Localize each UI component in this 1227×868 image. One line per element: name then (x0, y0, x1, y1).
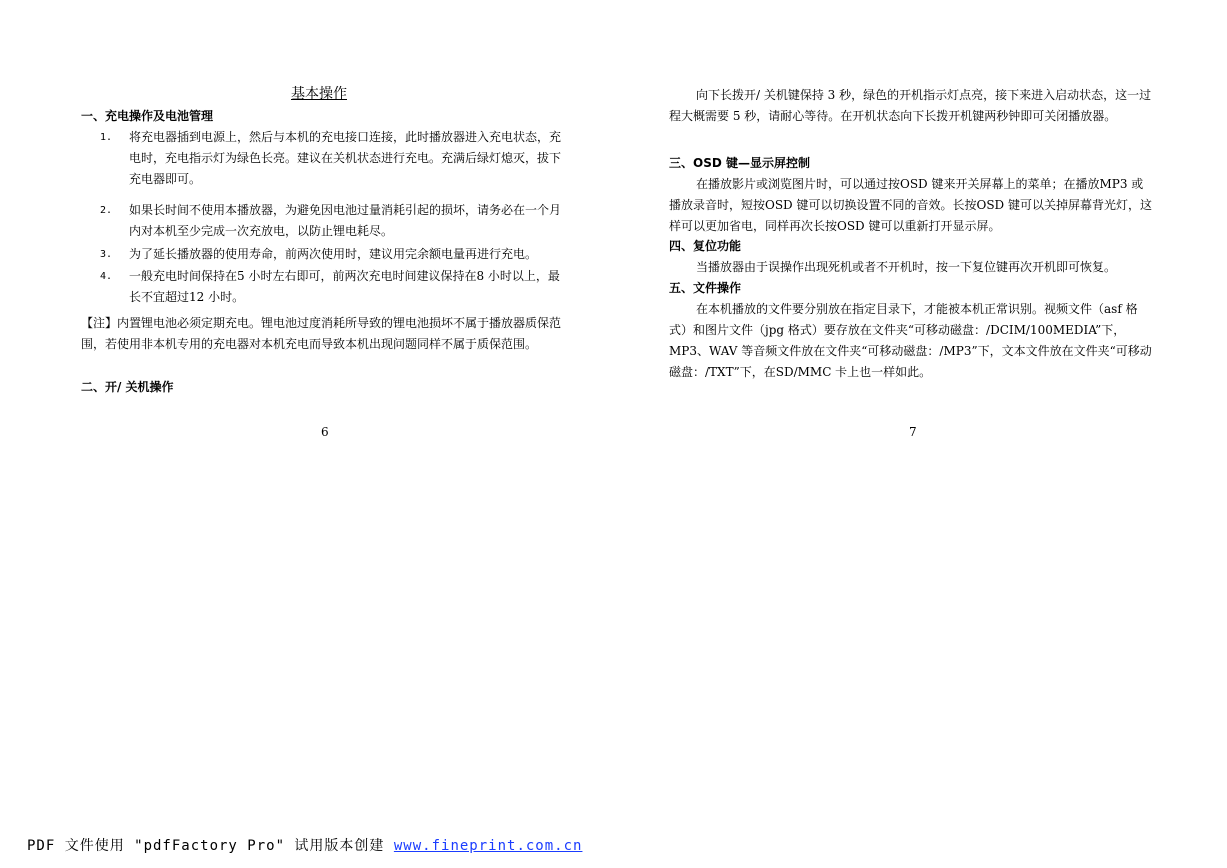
paragraph-power: 向下长拨开/ 关机键保持 3 秒，绿色的开机指示灯点亮，接下来进入启动状态，这一过程大概需要 5 秒，请耐心等待。在开机状态向下长拨开机键两秒钟即可关闭播放器。 (669, 88, 1152, 123)
page-number: 6 (321, 425, 329, 439)
paragraph-files: 在本机播放的文件要分别放在指定目录下，才能被本机正常识别。视频文件（asf 格式）和图片文件（jpg 格式）要存放在文件夹“可移动磁盘：/DCIM/100MEDIA”下，MP3、WAV 等音频文件放在文件夹“可移动磁盘：/MP3”下，文本文件放在文件夹“可移动磁盘：/TXT”下，在SD/MMC 卡上也一样如此。 (669, 302, 1152, 379)
section-heading-power: 二、开/ 关机操作 (81, 380, 174, 394)
list-number: 4. (100, 271, 113, 282)
list-text: 为了延长播放器的使用寿命，前两次使用时，建议用完余额电量再进行充电。 (129, 247, 538, 261)
paragraph-osd: 在播放影片或浏览图片时，可以通过按OSD 键来开关屏幕上的菜单；在播放MP3 或播放录音时，短按OSD 键可以切换设置不同的音效。长按OSD 键可以关掉屏幕背光灯，这样可以更加省电，同样再次长按OSD 键可以重新打开显示屏。 (669, 177, 1152, 233)
list-text: 一般充电时间保持在5 小时左右即可，前两次充电时间建议保持在8 小时以上，最长不宜超过12 小时。 (129, 269, 560, 304)
paragraph-reset: 当播放器由于误操作出现死机或者不开机时，按一下复位键再次开机即可恢复。 (696, 260, 1117, 274)
pdf-footer (27, 835, 582, 855)
list-number: 3. (100, 249, 113, 260)
fineprint-link[interactable]: www.fineprint.com.cn (393, 838, 583, 854)
list-item (100, 244, 570, 265)
footer-text: PDF 文件使用 "pdfFactory Pro" 试用版本创建 (27, 838, 394, 854)
list-text: 如果长时间不使用本播放器，为避免因电池过量消耗引起的损坏，请务必在一个月内对本机至少完成一次充放电，以防止锂电耗尽。 (129, 203, 562, 238)
list-item (100, 200, 570, 242)
section-heading-osd: 三、OSD 键—显示屏控制 (669, 156, 810, 170)
list-number: 1. (100, 132, 113, 143)
list-text: 将充电器插到电源上，然后与本机的充电接口连接，此时播放器进入充电状态，充电时，充电指示灯为绿色长亮。建议在关机状态进行充电。充满后绿灯熄灭，拔下充电器即可。 (129, 130, 562, 186)
section-heading-files: 五、文件操作 (669, 281, 742, 295)
section-heading-charging: 一、充电操作及电池管理 (81, 109, 214, 123)
list-item (100, 127, 570, 190)
page-title: 基本操作 (291, 86, 347, 102)
battery-note: 【注】内置锂电池必须定期充电。锂电池过度消耗所导致的锂电池损坏不属于播放器质保范围，若使用非本机专用的充电器对本机充电而导致本机出现问题同样不属于质保范围。 (81, 316, 562, 351)
list-item (100, 266, 570, 308)
list-number: 2. (100, 205, 113, 216)
page-number: 7 (909, 425, 917, 439)
section-heading-reset: 四、复位功能 (669, 239, 742, 253)
